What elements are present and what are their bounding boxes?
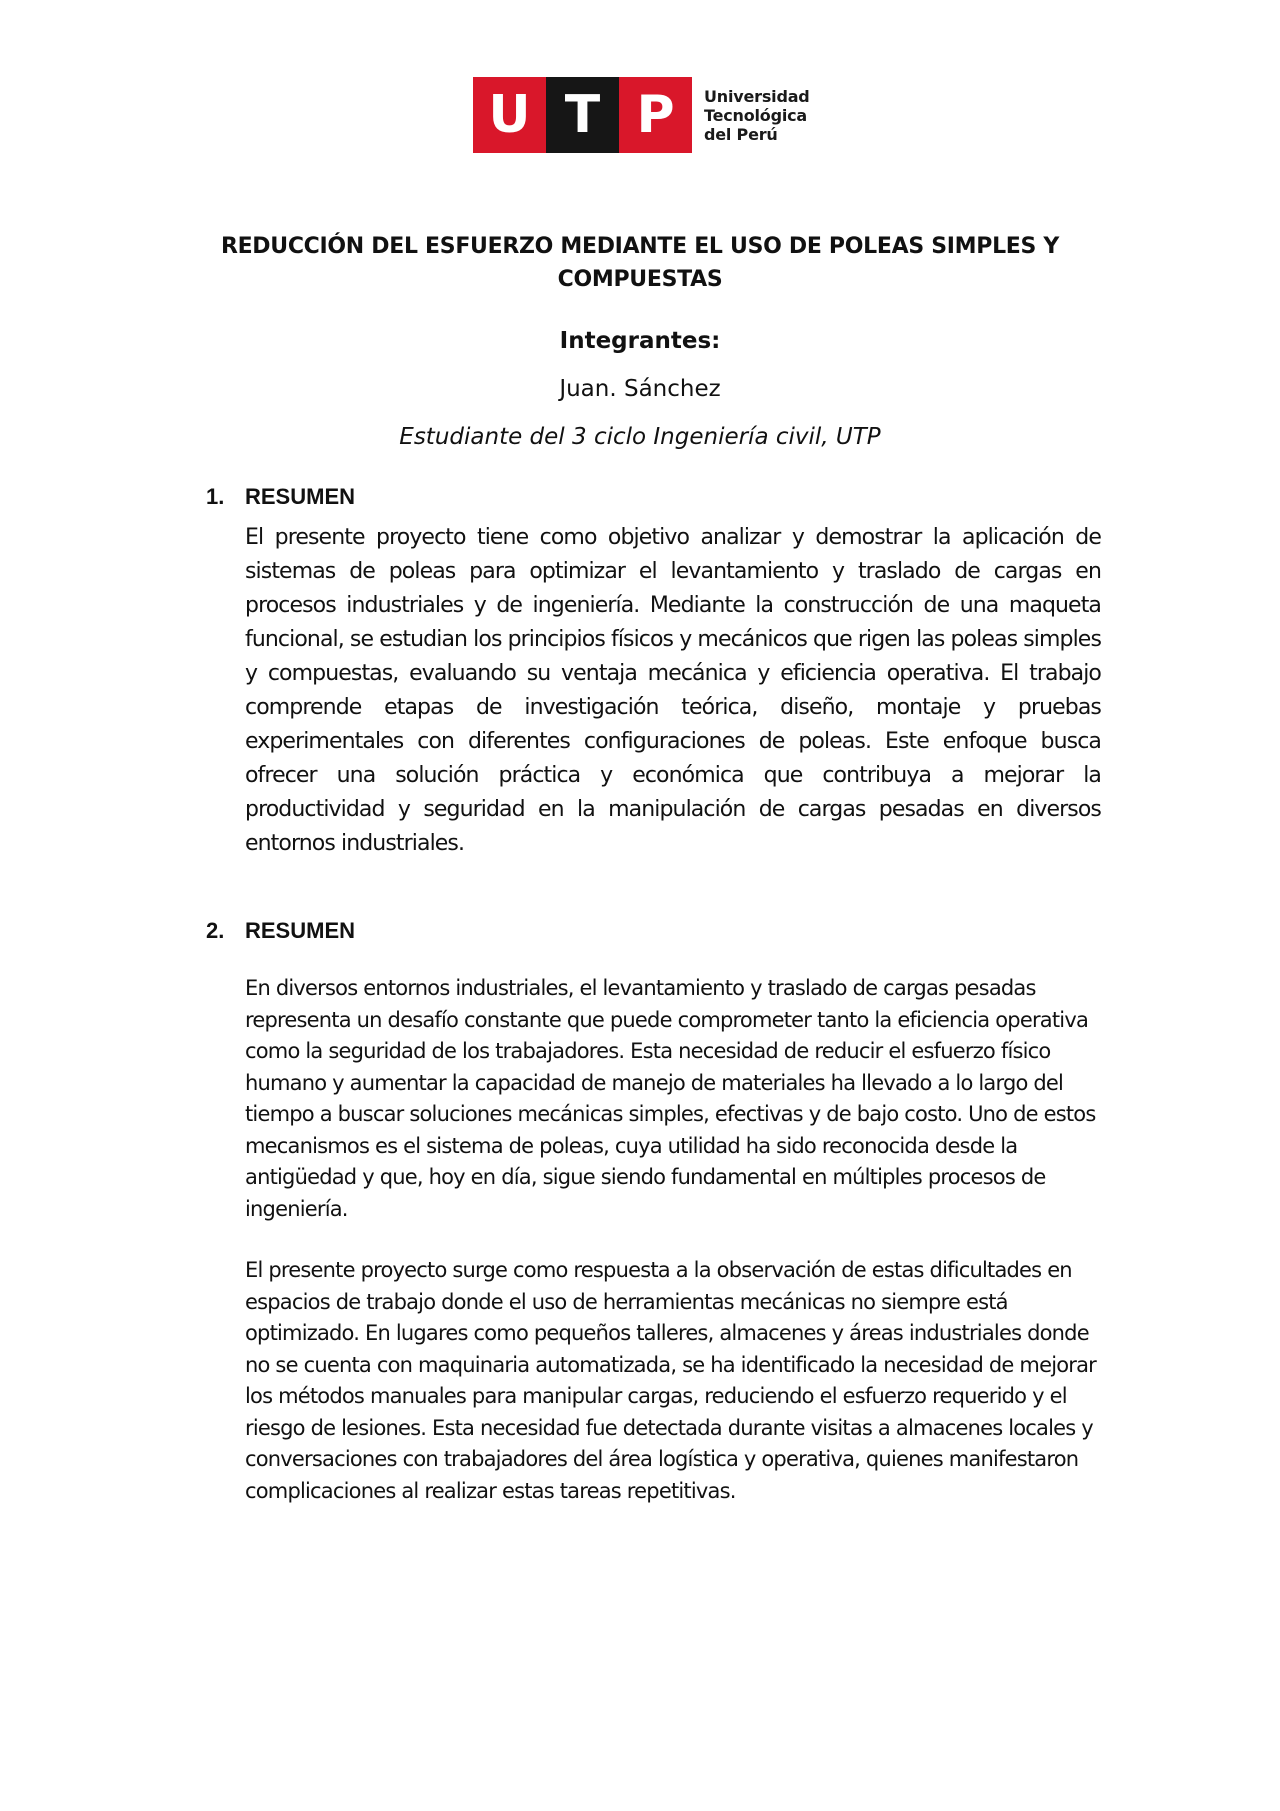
member-name: Juan. Sánchez: [559, 376, 721, 402]
section-1-number: 1.: [206, 484, 225, 509]
members-label: Integrantes:: [559, 328, 721, 354]
member-role: Estudiante del 3 ciclo Ingeniería civil, UTP: [399, 424, 881, 450]
section-2-paragraph-1: En diversos entornos industriales, el levantamiento y traslado de cargas pesadas representa un desafío constante que puede comprometer tanto la eficiencia operativa como la seguridad de los trabajadores. Esta necesidad de reducir el esfuerzo físico humano y aumentar la capacidad de manejo de materiales ha llevado a lo largo del tiempo a buscar soluciones mecánicas simples, efectivas y de bajo costo. Uno de estos mecanismos es el sistema de poleas, cuya utilidad ha sido reconocida desde la antigüedad y que, hoy en día, sigue siendo fundamental en múltiples procesos de ingeniería.: [245, 976, 1096, 1221]
logo-name-line-1: Universidad: [704, 86, 810, 106]
logo-letter-u: U: [473, 77, 546, 153]
logo-name-line-2: Tecnológica: [704, 105, 808, 125]
section-1-title: RESUMEN: [245, 484, 356, 509]
logo-university-name: [704, 87, 810, 144]
logo-name-line-3: del Perú: [704, 124, 778, 144]
section-2-heading: [206, 918, 355, 944]
logo-letter-p: P: [619, 77, 692, 153]
section-2-number: 2.: [206, 918, 225, 943]
section-1-paragraph: El presente proyecto tiene como objetivo analizar y demostrar la aplicación de sistemas de poleas para optimizar el levantamiento y traslado de cargas en procesos industriales y de ingeniería. Mediante la construcción de una maqueta funcional, se estudian los principios físicos y mecánicos que rigen las poleas simples y compuestas, evaluando su ventaja mecánica y eficiencia operativa. El trabajo comprende etapas de investigación teórica, diseño, montaje y pruebas experimentales con diferentes configuraciones de poleas. Este enfoque busca ofrecer una solución práctica y económica que contribuya a mejorar la productividad y seguridad en la manipulación de cargas pesadas en diversos entornos industriales.: [245, 525, 1101, 856]
utp-logo: [473, 77, 810, 153]
section-2-paragraph-2: El presente proyecto surge como respuesta a la observación de estas dificultades en espacios de trabajo donde el uso de herramientas mecánicas no siempre está optimizado. En lugares como pequeños talleres, almacenes y áreas industriales donde no se cuenta con maquinaria automatizada, se ha identificado la necesidad de mejorar los métodos manuales para manipular cargas, reduciendo el esfuerzo requerido y el riesgo de lesiones. Esta necesidad fue detectada durante visitas a almacenes locales y conversaciones con trabajadores del área logística y operativa, quienes manifestaron complicaciones al realizar estas tareas repetitivas.: [245, 1258, 1097, 1503]
document-title: REDUCCIÓN DEL ESFUERZO MEDIANTE EL USO DE POLEAS SIMPLES Y COMPUESTAS: [220, 234, 1060, 292]
section-1-heading: [206, 484, 355, 510]
logo-letter-t: T: [546, 77, 619, 153]
section-2-title: RESUMEN: [245, 918, 356, 943]
